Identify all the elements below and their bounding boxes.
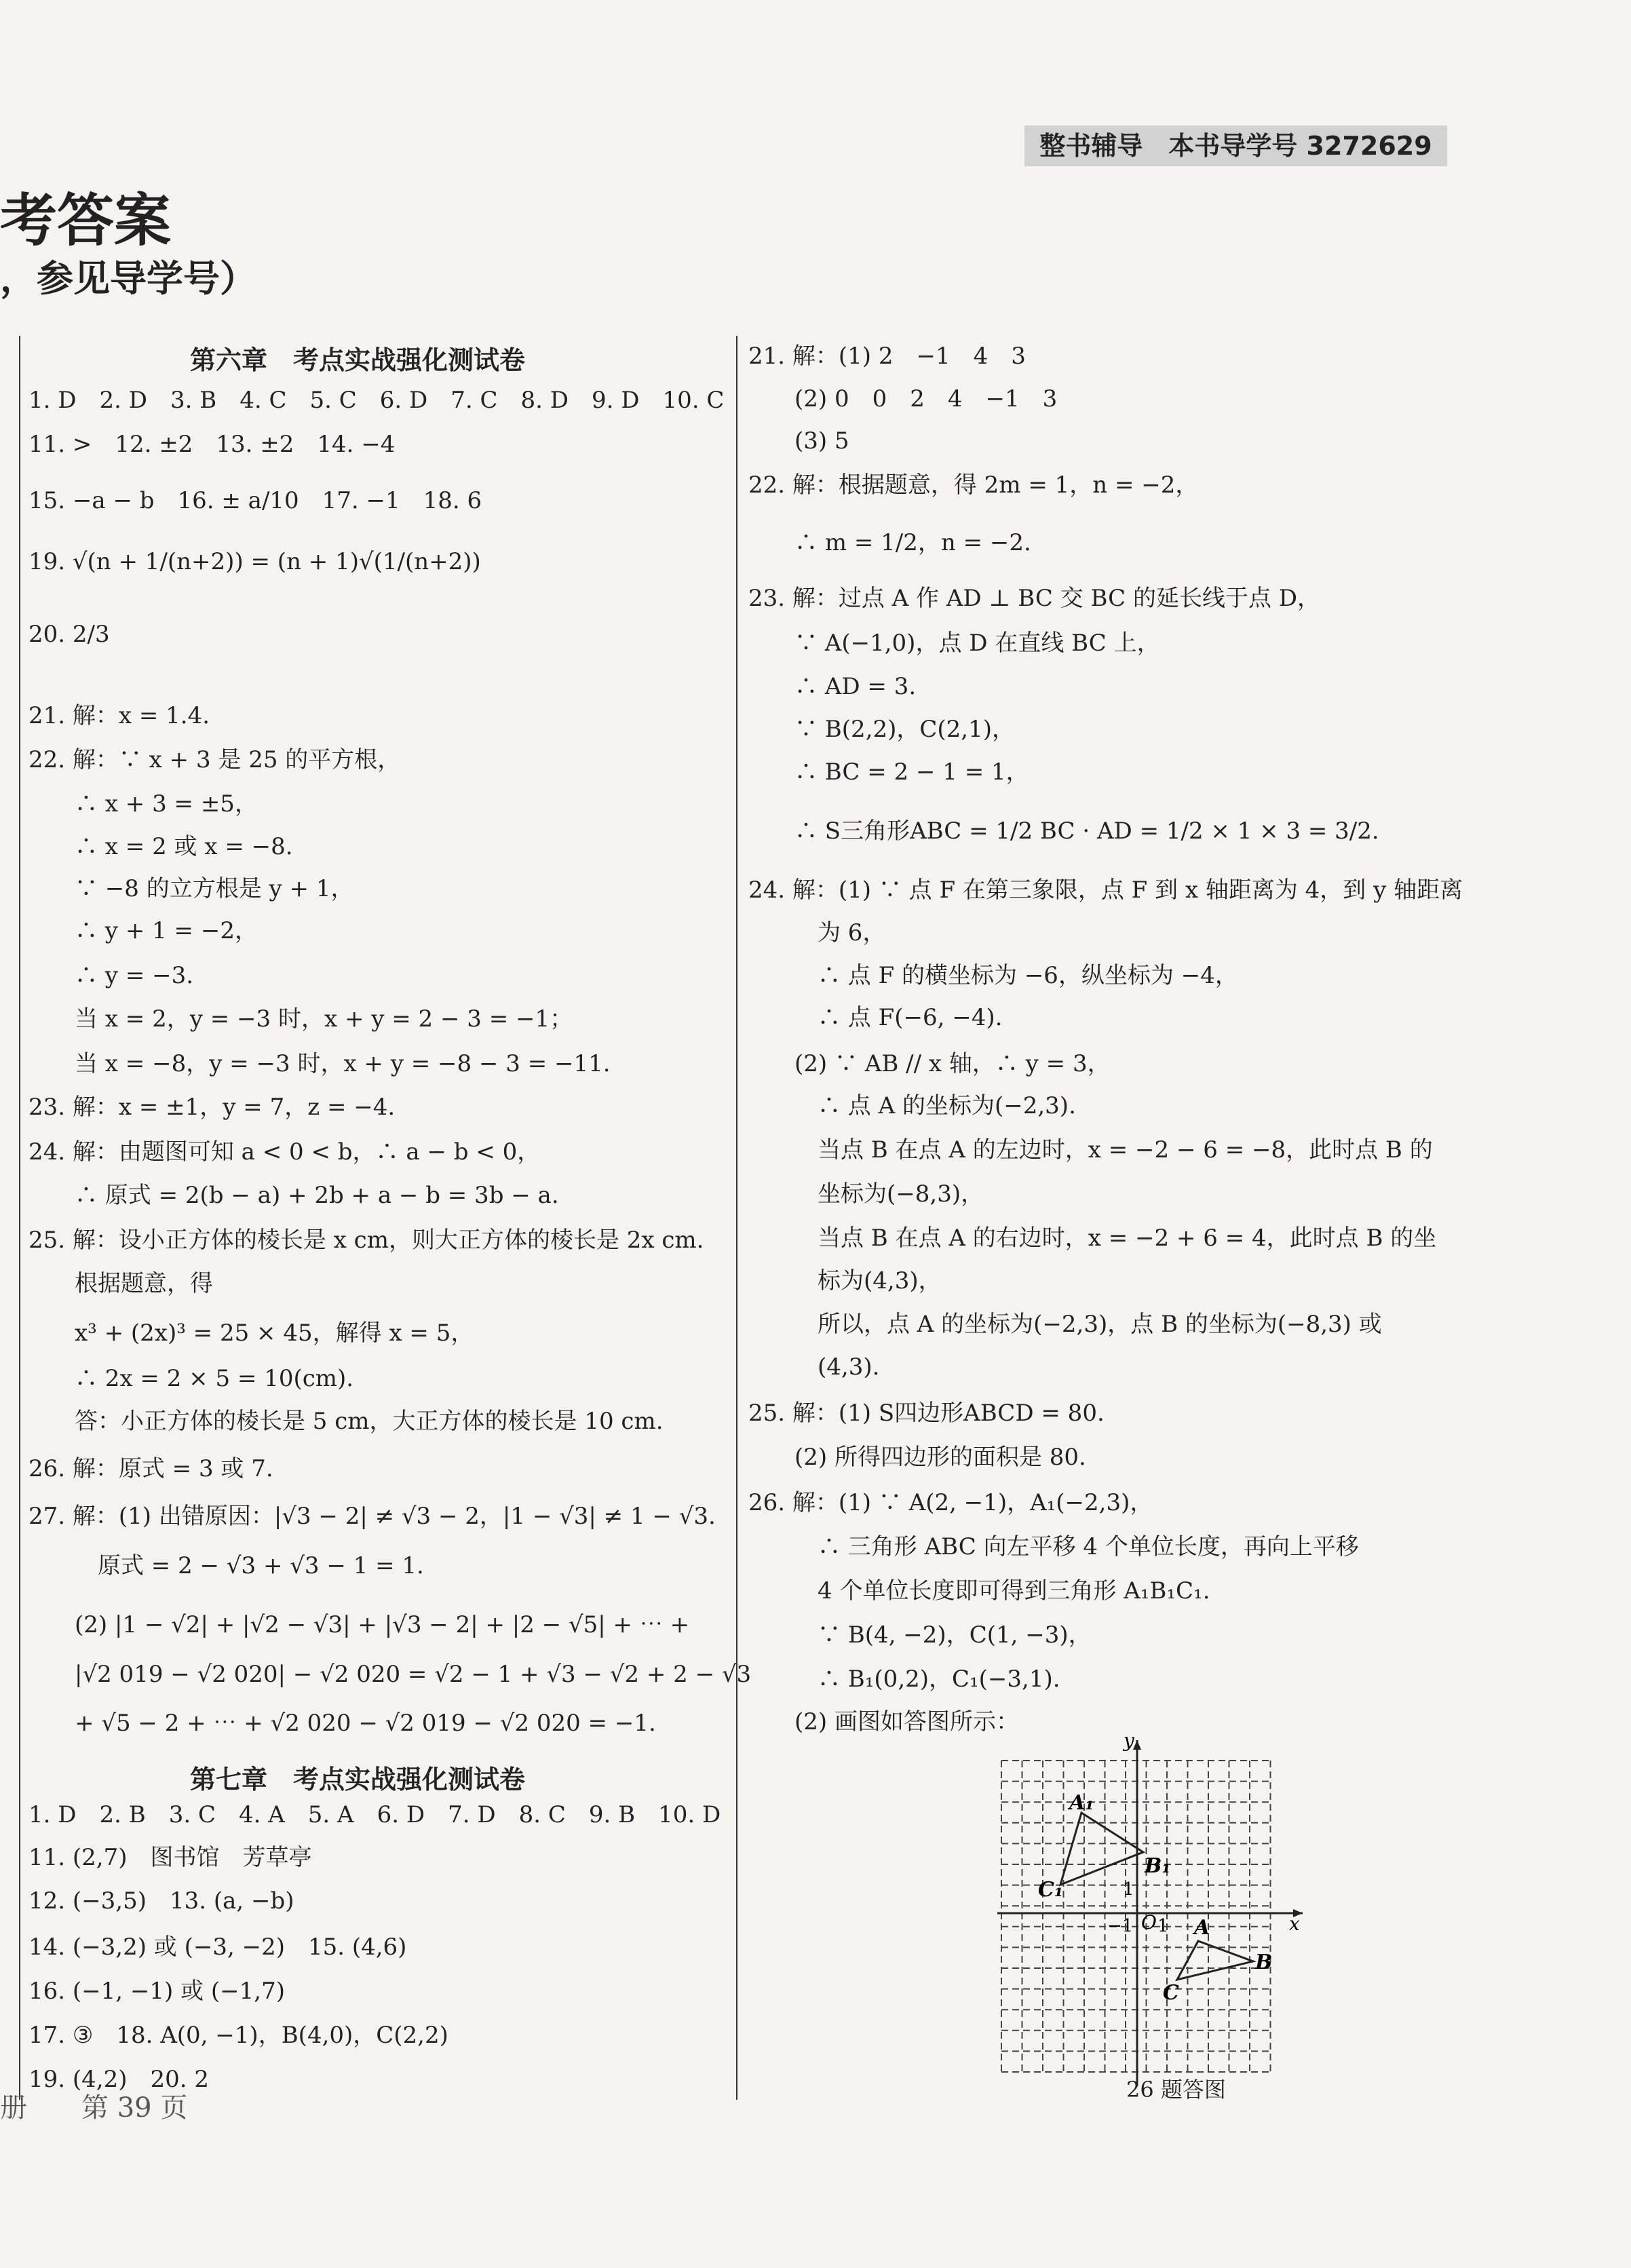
tick-label-neg1: −1 xyxy=(1107,1916,1134,1936)
page-subtitle: ，参见导学号） xyxy=(0,257,256,300)
answer-line: 15. −a − b 16. ± a/10 17. −1 18. 6 xyxy=(28,487,482,514)
figure-grid xyxy=(1001,1761,1271,2073)
answer-line: (2) 画图如答图所示： xyxy=(748,1708,1019,1735)
tick-label-1: 1 xyxy=(1123,1879,1134,1900)
answer-line: ∴ x + 3 = ±5， xyxy=(28,790,258,818)
answer-line: (2) 0 0 2 4 −1 3 xyxy=(748,385,1058,412)
answer-line: ∵ −8 的立方根是 y + 1， xyxy=(28,875,354,902)
answer-line: ∴ 2x = 2 × 5 = 10(cm). xyxy=(28,1365,354,1392)
answer-line: 25. 解：设小正方体的棱长是 x cm，则大正方体的棱长是 2x cm. xyxy=(28,1227,704,1254)
answer-line: 19. √(n + 1/(n+2)) = (n + 1)√(1/(n+2)) xyxy=(28,548,481,575)
page-title: 考答案 xyxy=(0,187,172,254)
column-divider xyxy=(736,336,737,2100)
chapter7-title: 第七章 考点实战强化测试卷 xyxy=(190,1765,526,1794)
label-a1: A₁ xyxy=(1069,1791,1094,1815)
answer-line: 12. (−3,5) 13. (a, −b) xyxy=(28,1887,294,1915)
label-c: C xyxy=(1163,1981,1179,2005)
answer-line: 当 x = 2，y = −3 时，x + y = 2 − 3 = −1； xyxy=(28,1005,573,1033)
answer-line: ∴ B₁(0,2)，C₁(−3,1). xyxy=(748,1666,1060,1693)
answer-line: 为 6， xyxy=(748,919,886,946)
answer-line: ∴ x = 2 或 x = −8. xyxy=(28,833,293,860)
answer-line: 22. 解：∵ x + 3 是 25 的平方根， xyxy=(28,746,401,773)
answer-line: ∴ 点 F 的横坐标为 −6，纵坐标为 −4， xyxy=(748,962,1238,989)
figure-caption: 26 题答图 xyxy=(1126,2077,1226,2102)
label-b1: B₁ xyxy=(1145,1854,1171,1878)
answer-line: (4,3). xyxy=(748,1353,880,1381)
answer-line: ∵ B(4, −2)，C(1, −3)， xyxy=(748,1621,1092,1649)
answer-line: ∴ BC = 2 − 1 = 1， xyxy=(748,758,1029,786)
answer-line: 17. ③ 18. A(0, −1)，B(4,0)，C(2,2) xyxy=(28,2022,448,2049)
answer-line: 14. (−3,2) 或 (−3, −2) 15. (4,6) xyxy=(28,1934,407,1961)
label-c1: C₁ xyxy=(1038,1878,1064,1902)
answer-line: (3) 5 xyxy=(748,427,849,455)
answer-line: ∴ 点 A 的坐标为(−2,3). xyxy=(748,1092,1076,1119)
answer-line: 24. 解：(1) ∵ 点 F 在第三象限，点 F 到 x 轴距离为 4，到 y 轴距离 xyxy=(748,877,1463,904)
answer-line: 21. 解：(1) 2 −1 4 3 xyxy=(748,343,1026,370)
answer-line: 16. (−1, −1) 或 (−1,7) xyxy=(28,1978,285,2005)
answer-line: 24. 解：由题图可知 a < 0 < b，∴ a − b < 0， xyxy=(28,1138,541,1166)
answer-line: (2) |1 − √2| + |√2 − √3| + |√3 − 2| + |2 − √5| + ⋯ + xyxy=(28,1611,690,1638)
answer-line: 11. (2,7) 图书馆 芳草亭 xyxy=(28,1844,312,1871)
guide-number-tag: 整书辅导 本书导学号 3272629 xyxy=(1024,126,1447,166)
answer-line: ∴ y = −3. xyxy=(28,962,194,989)
tick-label-1-x: 1 xyxy=(1157,1916,1169,1936)
answer-line: ∴ m = 1/2，n = −2. xyxy=(748,529,1031,556)
answer-line: ∴ S三角形ABC = 1/2 BC · AD = 1/2 × 1 × 3 = 3/2. xyxy=(748,818,1379,845)
label-b: B xyxy=(1255,1950,1273,1974)
answer-line: 当 x = −8，y = −3 时，x + y = −8 − 3 = −11. xyxy=(28,1050,611,1077)
answer-line: ∴ y + 1 = −2， xyxy=(28,917,258,944)
answer-line: ∴ AD = 3. xyxy=(748,673,917,700)
chapter6-title: 第六章 考点实战强化测试卷 xyxy=(190,345,526,375)
answer-line: 答：小正方体的棱长是 5 cm，大正方体的棱长是 10 cm. xyxy=(28,1408,664,1435)
answer-line: 当点 B 在点 A 的左边时，x = −2 − 6 = −8，此时点 B 的 xyxy=(748,1136,1433,1164)
answer-line: 11. > 12. ±2 13. ±2 14. −4 xyxy=(28,431,396,458)
answer-line: 19. (4,2) 20. 2 xyxy=(28,2066,209,2093)
answer-line: ∵ B(2,2)，C(2,1)， xyxy=(748,716,1016,743)
answer-line: ∴ 三角形 ABC 向左平移 4 个单位长度，再向上平移 xyxy=(748,1533,1359,1560)
answer-line: 坐标为(−8,3)， xyxy=(748,1180,984,1208)
answer-line: 21. 解：x = 1.4. xyxy=(28,702,210,729)
left-margin-rule xyxy=(19,336,20,2100)
answer-line: 26. 解：(1) ∵ A(2, −1)，A₁(−2,3)， xyxy=(748,1489,1153,1516)
answer-line: 26. 解：原式 = 3 或 7. xyxy=(28,1455,273,1482)
answer-line: (2) 所得四边形的面积是 80. xyxy=(748,1444,1086,1471)
answer-line: 所以，点 A 的坐标为(−2,3)，点 B 的坐标为(−8,3) 或 xyxy=(748,1311,1382,1338)
answer-line: 25. 解：(1) S四边形ABCD = 80. xyxy=(748,1400,1105,1427)
axis-label-x: x xyxy=(1289,1913,1300,1935)
axis-label-y: y xyxy=(1124,1733,1134,1752)
answer-line: ∵ A(−1,0)，点 D 在直线 BC 上， xyxy=(748,630,1160,657)
answer-line: 1. D 2. D 3. B 4. C 5. C 6. D 7. C 8. D 9. D 10. C xyxy=(28,387,725,414)
answer-line: 23. 解：过点 A 作 AD ⊥ BC 交 BC 的延长线于点 D， xyxy=(748,585,1321,612)
page-footer: 册 第 39 页 xyxy=(0,2092,188,2123)
answer-figure-26 xyxy=(991,1733,1303,2107)
answer-line: 23. 解：x = ±1，y = 7，z = −4. xyxy=(28,1094,396,1121)
answer-line: 根据题意，得 xyxy=(28,1270,213,1297)
answer-line: 4 个单位长度即可得到三角形 A₁B₁C₁. xyxy=(748,1577,1210,1604)
triangle-a1b1c1 xyxy=(1060,1813,1143,1885)
answer-line: 27. 解：(1) 出错原因：|√3 − 2| ≠ √3 − 2，|1 − √3| ≠ 1 − √3. xyxy=(28,1503,716,1530)
answer-line: 当点 B 在点 A 的右边时，x = −2 + 6 = 4，此时点 B 的坐 xyxy=(748,1225,1437,1252)
answer-line: 22. 解：根据题意，得 2m = 1，n = −2， xyxy=(748,472,1199,499)
answer-line: 20. 2/3 xyxy=(28,621,110,648)
answer-line: ∴ 点 F(−6, −4). xyxy=(748,1004,1003,1031)
answer-line: 1. D 2. B 3. C 4. A 5. A 6. D 7. D 8. C 9. B 10. D xyxy=(28,1801,721,1828)
answer-line: x³ + (2x)³ = 25 × 45，解得 x = 5， xyxy=(28,1320,474,1347)
answer-line: 标为(4,3)， xyxy=(748,1267,942,1294)
answer-line: ∴ 原式 = 2(b − a) + 2b + a − b = 3b − a. xyxy=(28,1182,559,1209)
answer-line: |√2 019 − √2 020| − √2 020 = √2 − 1 + √3 − √2 + 2 − √3 xyxy=(28,1661,752,1688)
origin-label: O xyxy=(1141,1911,1157,1934)
answer-line: + √5 − 2 + ⋯ + √2 020 − √2 019 − √2 020 = −1. xyxy=(28,1710,656,1737)
answer-line: (2) ∵ AB // x 轴，∴ y = 3， xyxy=(748,1050,1111,1077)
answer-line: 原式 = 2 − √3 + √3 − 1 = 1. xyxy=(28,1552,424,1579)
label-a: A xyxy=(1194,1916,1210,1940)
